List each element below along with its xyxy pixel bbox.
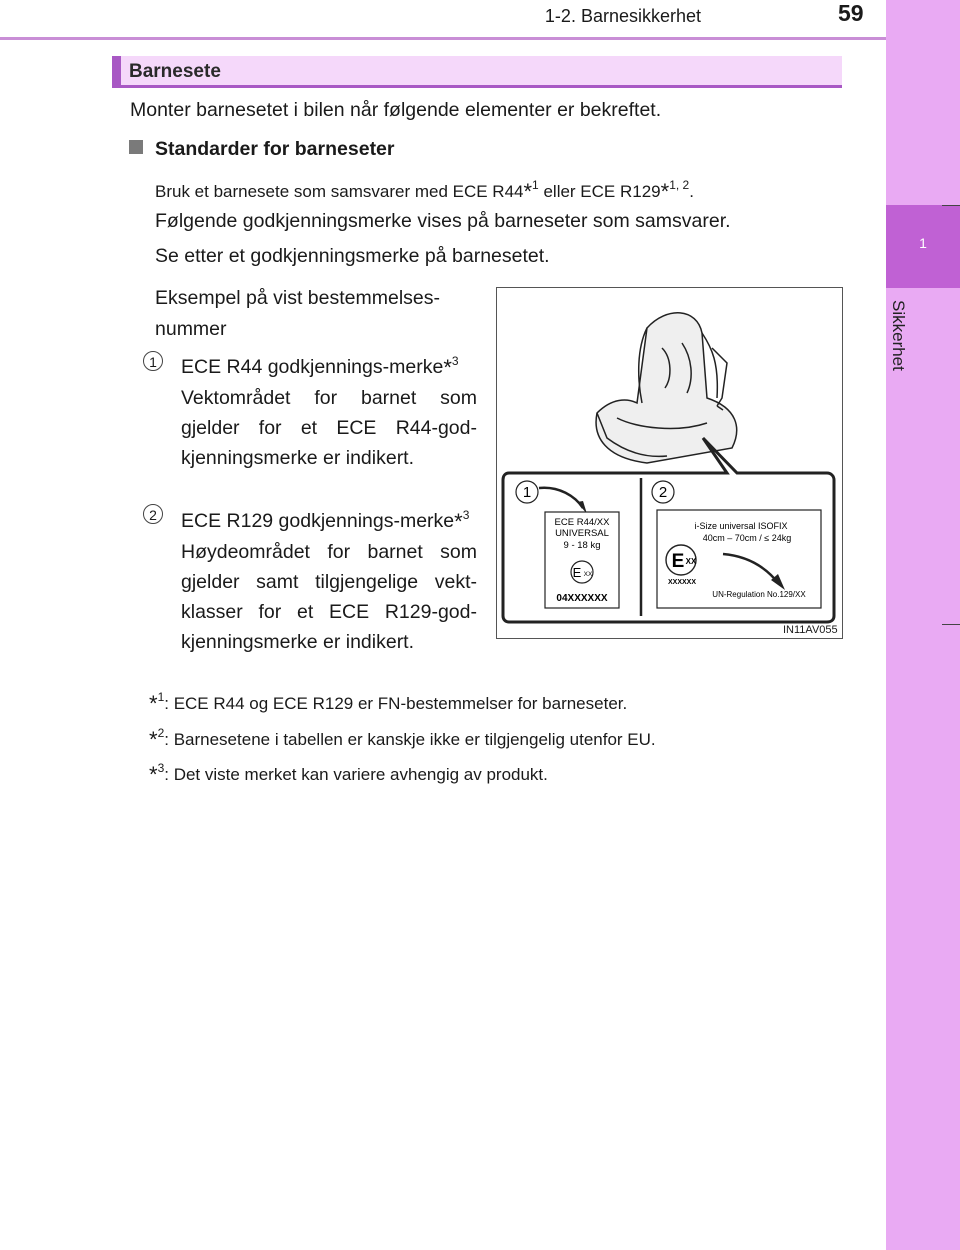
footnote-text: : Barnesetene i tabellen er kanskje ikke er tilgjengelig utenfor EU. bbox=[164, 730, 656, 749]
footnote-text: : ECE R44 og ECE R129 er FN-bestemmelser for barneseter. bbox=[164, 694, 628, 713]
r129-mark-sub: XX bbox=[685, 557, 697, 566]
margin-tick bbox=[942, 624, 960, 625]
item-2-title-wrap bbox=[181, 500, 477, 537]
standards-text-b: eller ECE R129 bbox=[538, 182, 661, 201]
item-1 bbox=[181, 346, 477, 473]
r129-line2: 40cm – 70cm / ≤ 24kg bbox=[702, 533, 792, 543]
r44-line3: 9 - 18 kg bbox=[563, 540, 601, 551]
section-heading: Barnesete bbox=[129, 61, 221, 82]
standards-text-end: . bbox=[689, 182, 694, 201]
footnote-mark: 2 bbox=[157, 726, 165, 740]
approval-text: Følgende godkjenningsmerke vises på barneseter som samsvarer. bbox=[155, 210, 731, 232]
example-text: Eksempel på vist bestemmelses-nummer bbox=[155, 287, 441, 340]
square-bullet-icon bbox=[129, 140, 143, 154]
child-seat-icon bbox=[596, 313, 737, 463]
r44-line2: UNIVERSAL bbox=[555, 528, 609, 539]
asterisk-icon: * bbox=[149, 691, 158, 716]
asterisk-icon: * bbox=[523, 179, 533, 204]
footnote-3 bbox=[149, 755, 548, 788]
asterisk-icon: * bbox=[443, 355, 452, 380]
r129-number: XXXXXX bbox=[667, 579, 697, 586]
page-number: 59 bbox=[838, 0, 864, 26]
figure-code: IN11AV055 bbox=[783, 624, 838, 636]
intro-text: Monter barnesetet i bilen når følgende elementer er bekreftet. bbox=[130, 99, 662, 121]
margin-tick bbox=[942, 205, 960, 206]
r129-regulation: UN-Regulation No.129/XX bbox=[712, 590, 806, 599]
footnote-ref: 3 bbox=[462, 508, 470, 522]
look-text: Se etter et godkjenningsmerke på barnesetet. bbox=[155, 245, 550, 267]
chapter-label-wrap bbox=[888, 300, 918, 390]
item-number-badge: 1 bbox=[143, 351, 163, 371]
item-2-desc: Høydeområdet for barnet som gjelder samt tilgjengelige vekt-klasser for et ECE R129-god-kjenningsmerke er indikert. bbox=[181, 541, 477, 653]
asterisk-icon: * bbox=[660, 179, 670, 204]
footnote-mark: 3 bbox=[157, 761, 165, 775]
item-2-title: ECE R129 godkjennings-merke bbox=[181, 510, 455, 532]
r44-line1: ECE R44/XX bbox=[554, 517, 610, 528]
asterisk-icon: * bbox=[149, 727, 158, 752]
header-divider bbox=[0, 37, 886, 40]
item-1-desc: Vektområdet for barnet som gjelder for et ECE R44-god-kjenningsmerke er indikert. bbox=[181, 387, 477, 469]
r129-mark: E bbox=[671, 551, 685, 572]
item-2 bbox=[181, 500, 477, 657]
approval-mark-figure bbox=[496, 287, 843, 639]
subheading: Standarder for barneseter bbox=[155, 138, 395, 160]
item-number-badge: 2 bbox=[143, 504, 163, 524]
r44-mark: E bbox=[572, 565, 582, 580]
chapter-label: Sikkerhet bbox=[889, 300, 908, 371]
section-heading-box bbox=[112, 56, 842, 88]
callout-2: 2 bbox=[658, 484, 668, 501]
footnote-text: : Det viste merket kan variere avhengig av produkt. bbox=[164, 765, 548, 784]
r44-mark-sub: XX bbox=[583, 571, 593, 578]
section-title: 1-2. Barnesikkerhet bbox=[544, 6, 701, 26]
child-seat-illustration bbox=[497, 288, 842, 638]
chapter-number: 1 bbox=[919, 235, 927, 251]
footnote-ref: 1 bbox=[532, 178, 539, 192]
footnote-2 bbox=[149, 720, 656, 753]
footnote-ref: 3 bbox=[451, 354, 459, 368]
chapter-tab bbox=[886, 205, 960, 288]
page-header bbox=[0, 0, 886, 38]
r129-line1: i-Size universal ISOFIX bbox=[694, 521, 788, 531]
item-1-title: ECE R44 godkjennings-merke bbox=[181, 356, 444, 378]
footnote-ref: 1, 2 bbox=[669, 178, 690, 192]
standards-text-a: Bruk et barnesete som samsvarer med ECE R44 bbox=[155, 182, 524, 201]
asterisk-icon: * bbox=[149, 762, 158, 787]
chapter-sidebar bbox=[886, 0, 960, 1250]
footnote-mark: 1 bbox=[157, 690, 165, 704]
item-1-title-wrap bbox=[181, 346, 477, 383]
r44-number: 04XXXXXX bbox=[556, 593, 608, 604]
callout-1: 1 bbox=[522, 484, 532, 501]
asterisk-icon: * bbox=[454, 509, 463, 534]
standards-line bbox=[155, 172, 694, 205]
footnote-1 bbox=[149, 684, 627, 717]
